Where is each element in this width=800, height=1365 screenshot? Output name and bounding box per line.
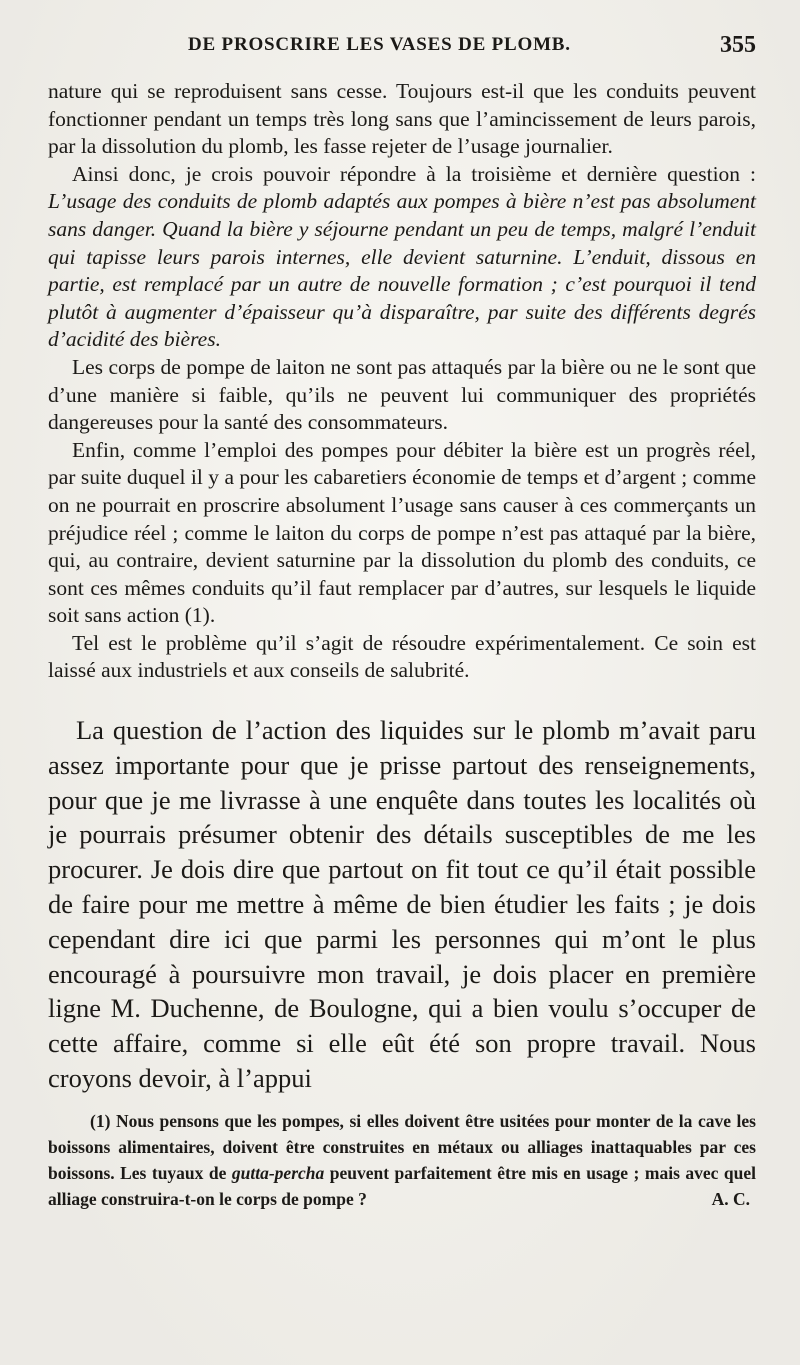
paragraph-conclusion [48,161,756,354]
paragraph-problem: Tel est le problème qu’il s’agit de résoudre expérimentalement. Ce soin est laissé aux industriels et aux conseils de salubrité. [48,630,756,683]
paragraph-brass-pumps: Les corps de pompe de laiton ne sont pas attaqués par la bière ou ne le sont que d’une manière si faible, qu’ils ne peuvent lui communiquer des propriétés dangereuses pour la santé des consommateurs. [48,354,756,435]
conclusion-lead: Ainsi donc, je crois pouvoir répondre à la troisième et dernière question : [72,161,756,186]
page-number: 355 [720,32,756,58]
footnote-tail: peuvent parfaitement être mis en usage ; mais avec quel alliage construira-t-on le corps de pompe ? [48,1162,756,1209]
paragraph-finally: Enfin, comme l’emploi des pompes pour débiter la bière est un progrès réel, par suite duquel il y a pour les cabaretiers économie de temps et d’argent ; comme on ne pourrait en proscrire absolument l’usage sans causer à ces commerçants un préjudice réel ; comme le laiton du corps de pompe n’est pas attaqué par la bière, qui, au contraire, devient saturnine par la dissolution du plomb des conduits, ce sont ces mêmes conduits qu’il faut remplacer par d’autres, sur lesquels le liquide soit sans action (1). [48,437,756,628]
paragraph-continuation: nature qui se reproduisent sans cesse. Toujours est-il que les conduits peuvent fonctionner pendant un temps très long sans que l’amincissement de leurs parois, par la dissolution du plomb, les fasse rejeter de l’usage journalier. [48,79,756,159]
footnote [48,1108,756,1212]
page-header [48,34,756,64]
footnote-signature: A. C. [711,1188,750,1209]
conclusion-italic: L’usage des conduits de plomb adaptés aux pompes à bière n’est pas absolument sans danger. Quand la bière y séjourne pendant un peu de temps, malgré l’enduit qui tapisse leurs parois internes, elle devient saturnine. L’enduit, dissous en partie, est remplacé par un autre de nouvelle formation ; c’est pourquoi il tend plutôt à augmenter d’épaisseur qu’à disparaître, par suite des différents degrés d’acidité des bières. [48,189,756,352]
running-title: DE PROSCRIRE LES VASES DE PLOMB. [188,34,571,55]
footnote-italic: gutta-percha [231,1162,325,1183]
small-print-section [48,78,756,685]
paragraph-inquiry: La question de l’action des liquides sur le plomb m’avait paru assez importante pour que je prisse partout des renseignements, pour que je me livrasse à une enquête dans toutes les localités où je pourrais présumer obtenir des détails susceptibles de me les procurer. Je dois dire que partout on fit tout ce qu’il était possible de faire pour me mettre à même de bien étudier les faits ; je dois cependant dire ici que parmi les personnes qui m’ont le plus encouragé à poursuivre mon travail, je dois placer en première ligne M. Duchenne, de Boulogne, qui a bien voulu s’occuper de cette affaire, comme si elle eût été son propre travail. Nous croyons devoir, à l’appui [48,715,756,1094]
footnote-lead: (1) Nous pensons que les pompes, si elles doivent être usitées pour monter de la cave les boissons alimentaires, doivent être construites en métaux ou alliages inattaquables par ces boissons. Les tuyaux de [48,1110,756,1183]
footnote-text [48,1108,756,1212]
large-print-section [48,713,756,1096]
